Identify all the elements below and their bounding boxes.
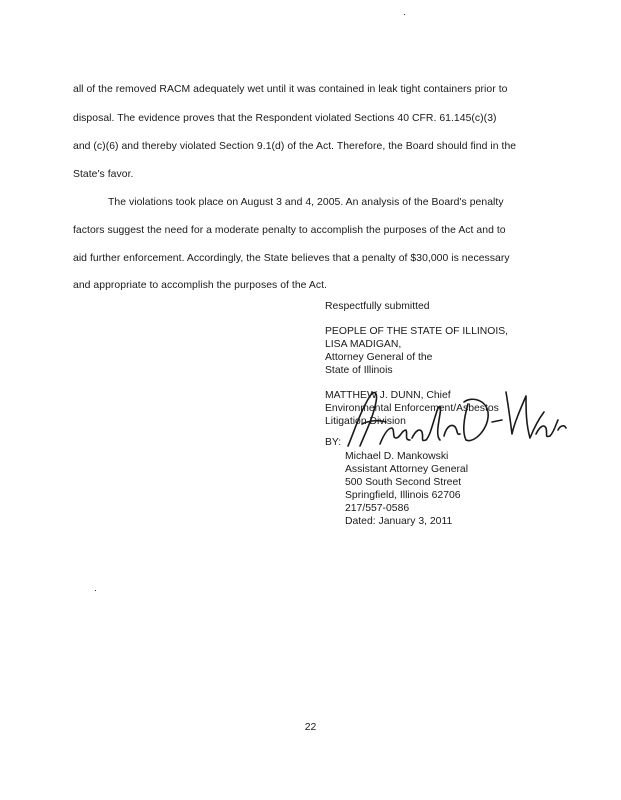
party-line-1: PEOPLE OF THE STATE OF ILLINOIS, — [325, 326, 509, 337]
body-line-8: and appropriate to accomplish the purposes of the Act. — [73, 280, 327, 291]
body-line-1: all of the removed RACM adequately wet until it was contained in leak tight containers prior to — [73, 84, 508, 95]
signer-name: Michael D. Mankowski — [345, 451, 449, 462]
scan-speck — [404, 14, 405, 15]
body-line-7: aid further enforcement. Accordingly, the State believes that a penalty of $30,000 is necessary — [73, 253, 510, 264]
party-line-3: Attorney General of the — [325, 352, 433, 363]
page-number: 22 — [304, 722, 317, 733]
party-line-2: LISA MADIGAN, — [325, 339, 402, 350]
division-line-1: MATTHEW J. DUNN, Chief — [325, 390, 451, 401]
signer-dated: Dated: January 3, 2011 — [345, 516, 453, 527]
scan-speck — [95, 590, 96, 591]
body-line-2: disposal. The evidence proves that the Respondent violated Sections 40 CFR. 61.145(c)(3) — [73, 113, 497, 124]
signer-title: Assistant Attorney General — [345, 464, 469, 475]
party-line-4: State of Illinois — [325, 365, 393, 376]
by-label: BY: — [325, 437, 342, 448]
signer-address-1: 500 South Second Street — [345, 477, 462, 488]
handwritten-signature — [340, 384, 570, 454]
body-line-6: factors suggest the need for a moderate penalty to accomplish the purposes of the Act and to — [73, 225, 506, 236]
body-line-5: The violations took place on August 3 and 4, 2005. An analysis of the Board's penalty — [108, 197, 504, 208]
division-line-2: Environmental Enforcement/Asbestos — [325, 403, 499, 414]
division-line-3: Litigation Division — [325, 416, 406, 427]
signer-phone: 217/557-0586 — [345, 503, 410, 514]
body-line-4: State's favor. — [73, 169, 134, 180]
closing-text: Respectfully submitted — [325, 301, 430, 312]
body-line-3: and (c)(6) and thereby violated Section 9.1(d) of the Act. Therefore, the Board should find in the — [73, 141, 517, 152]
signer-address-2: Springfield, Illinois 62706 — [345, 490, 461, 501]
